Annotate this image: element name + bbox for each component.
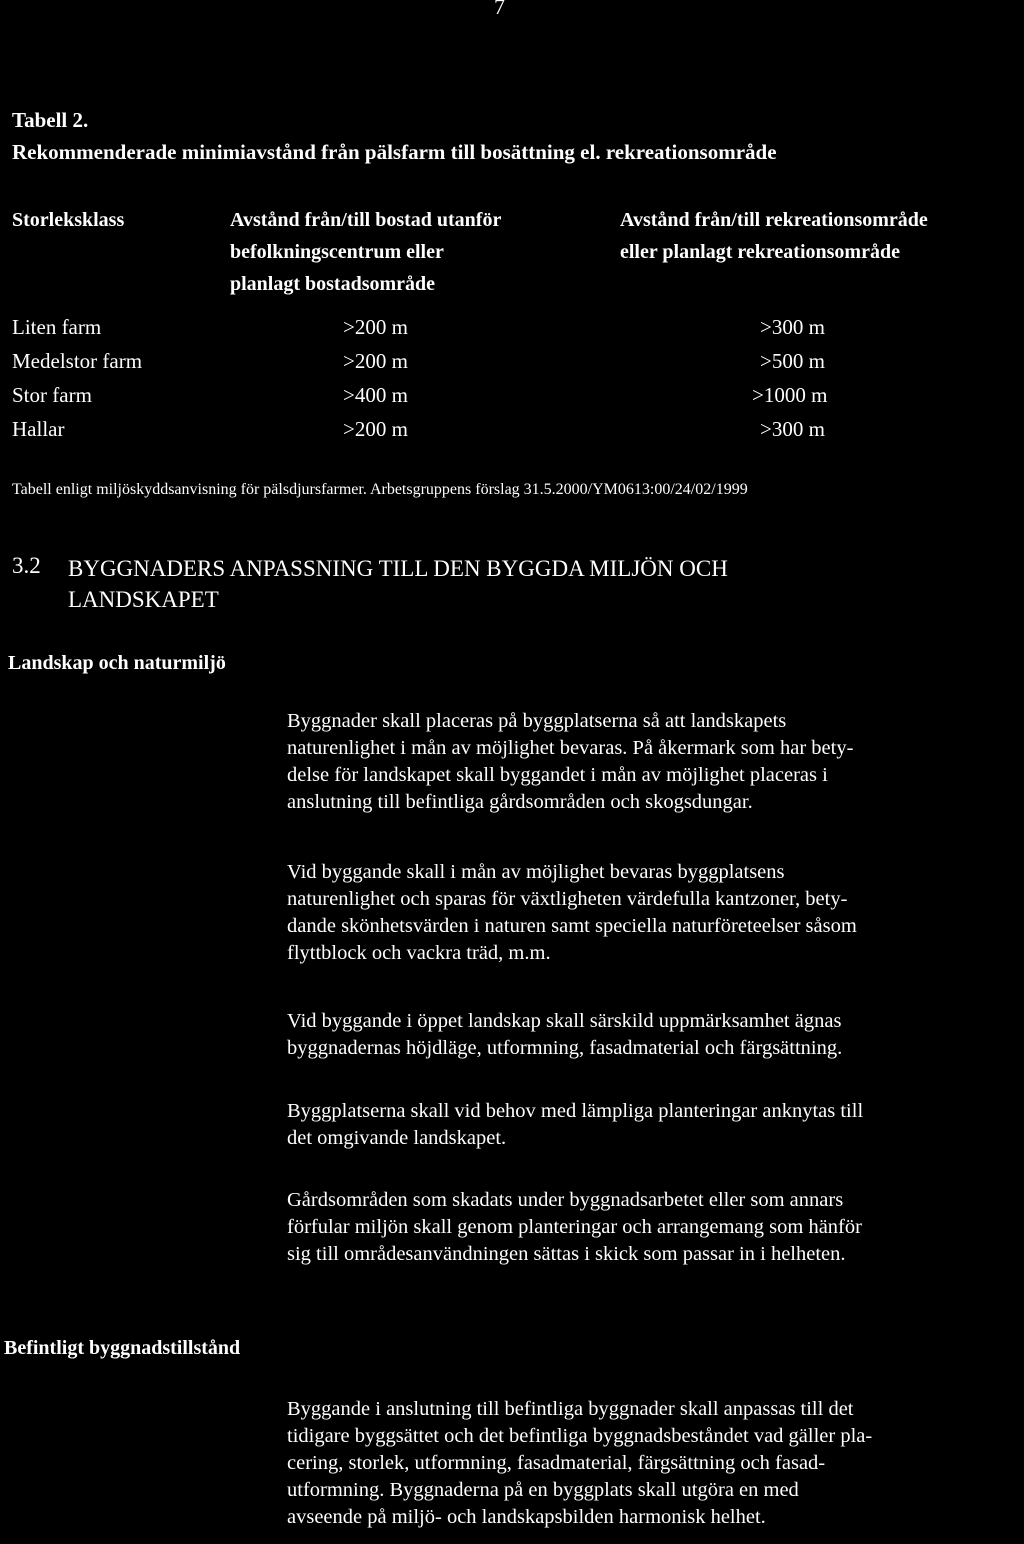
cell-size-class: Liten farm [12, 315, 102, 339]
cell-residence: >400 m [343, 383, 408, 407]
text-line: flyttblock och vackra träd, m.m. [287, 942, 551, 964]
landscape-paragraph-4 [287, 1098, 1017, 1152]
cell-size-class: Medelstor farm [12, 349, 143, 373]
cell-residence: >200 m [343, 315, 408, 339]
text-line: dande skönhetsvärden i naturen samt speciella naturföreteelser såsom [287, 915, 857, 937]
page-number: 7 [494, 0, 505, 19]
text-line: Gårdsområden som skadats under byggnadsarbetet eller som annars [287, 1189, 844, 1211]
header-recreation-line-1: Avstånd från/till rekreationsområde [620, 209, 928, 231]
header-residence-line-1: Avstånd från/till bostad utanför [230, 209, 502, 231]
text-line: byggnadernas höjdläge, utformning, fasadmaterial och färgsättning. [287, 1037, 843, 1059]
header-residence-line-2: befolkningscentrum eller [230, 241, 444, 263]
text-line: Vid byggande i öppet landskap skall särskild uppmärksamhet ägnas [287, 1010, 842, 1032]
text-line: det omgivande landskapet. [287, 1127, 507, 1149]
landscape-paragraph-5 [287, 1187, 1017, 1268]
existing-buildings-paragraph [287, 1396, 1017, 1531]
header-size-class: Storleksklass [12, 209, 125, 231]
text-line: naturenlighet och sparas för växtligheten värdefulla kantzoner, bety- [287, 888, 848, 910]
section-title-line-2: LANDSKAPET [68, 587, 219, 612]
header-residence-line-3: planlagt bostadsområde [230, 273, 436, 295]
cell-residence: >200 m [343, 417, 408, 441]
cell-size-class: Hallar [12, 417, 65, 441]
table-label: Tabell 2. [12, 108, 89, 132]
header-recreation-line-2: eller planlagt rekreationsområde [620, 241, 900, 263]
landscape-heading: Landskap och naturmiljö [8, 652, 226, 674]
text-line: sig till områdesanvändningen sättas i skick som passar in i helheten. [287, 1243, 846, 1265]
text-line: cering, storlek, utformning, fasadmaterial, färgsättning och fasad- [287, 1452, 826, 1474]
text-line: Byggnader skall placeras på byggplatserna så att landskapets [287, 710, 787, 732]
landscape-paragraph-3 [287, 1008, 1017, 1062]
table-title: Rekommenderade minimiavstånd från pälsfarm till bosättning el. rekreationsområde [12, 140, 777, 164]
text-line: Byggande i anslutning till befintliga byggnader skall anpassas till det [287, 1398, 854, 1420]
text-line: utformning. Byggnaderna på en byggplats skall utgöra en med [287, 1479, 799, 1501]
header-recreation-distance [620, 204, 928, 268]
text-line: naturenlighet i mån av möjlighet bevaras. På åkermark som har bety- [287, 737, 854, 759]
section-title [68, 553, 968, 615]
text-line: förfular miljön skall genom planteringar och arrangemang som hänför [287, 1216, 862, 1238]
header-residence-distance [230, 204, 501, 300]
cell-recreation: >300 m [760, 417, 825, 441]
text-line: anslutning till befintliga gårdsområden och skogsdungar. [287, 791, 753, 813]
section-title-line-1: BYGGNADERS ANPASSNING TILL DEN BYGGDA MILJÖN OCH [68, 556, 728, 581]
cell-recreation: >1000 m [752, 383, 828, 407]
landscape-paragraph-1 [287, 708, 1017, 816]
table-source-note: Tabell enligt miljöskyddsanvisning för pälsdjursfarmer. Arbetsgruppens förslag 31.5.2000/YM0613:00/24/02/1999 [12, 481, 748, 498]
text-line: Byggplatserna skall vid behov med lämpliga planteringar anknytas till [287, 1100, 864, 1122]
text-line: avseende på miljö- och landskapsbilden harmonisk helhet. [287, 1506, 766, 1528]
cell-recreation: >500 m [760, 349, 825, 373]
cell-size-class: Stor farm [12, 383, 92, 407]
text-line: Vid byggande skall i mån av möjlighet bevaras byggplatsens [287, 861, 785, 883]
text-line: tidigare byggsättet och det befintliga byggnadsbeståndet vad gäller pla- [287, 1425, 873, 1447]
section-number: 3.2 [12, 553, 41, 578]
text-line: delse för landskapet skall byggandet i mån av möjlighet placeras i [287, 764, 828, 786]
existing-buildings-heading: Befintligt byggnadstillstånd [4, 1337, 241, 1359]
landscape-paragraph-2 [287, 859, 1017, 967]
cell-recreation: >300 m [760, 315, 825, 339]
cell-residence: >200 m [343, 349, 408, 373]
